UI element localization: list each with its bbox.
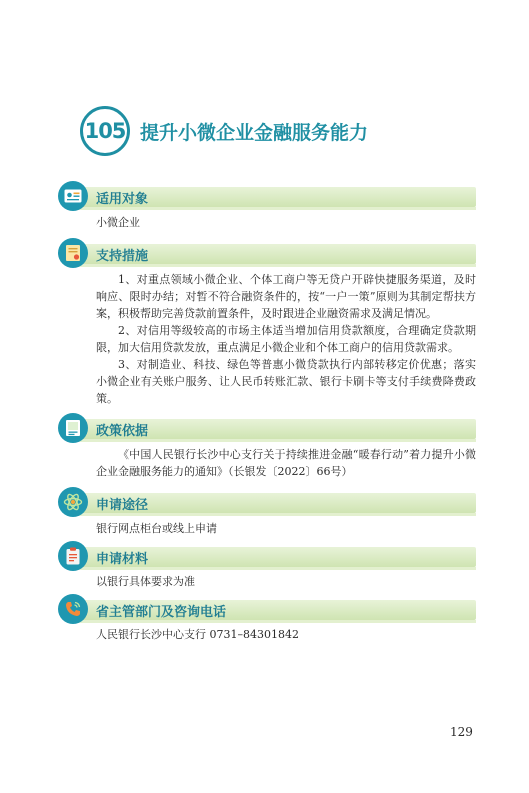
page-number: 129 — [450, 725, 473, 739]
id-card-icon — [58, 181, 88, 211]
atom-icon — [58, 487, 88, 517]
section-title: 省主管部门及咨询电话 — [96, 605, 227, 620]
clipboard-icon — [58, 541, 88, 571]
section-policy-header — [58, 413, 476, 443]
section-materials-header — [58, 541, 476, 571]
section-channel-header — [58, 487, 476, 517]
page-heading — [80, 106, 368, 156]
section-contact-header — [58, 594, 476, 624]
channel-text: 银行网点柜台或线上申请 — [96, 522, 217, 535]
section-title: 适用对象 — [96, 192, 149, 207]
page-title: 提升小微企业金融服务能力 — [140, 121, 369, 144]
item-number-badge: 105 — [80, 106, 130, 156]
section-target-header — [58, 181, 476, 211]
section-title: 申请材料 — [96, 552, 149, 567]
phone-icon — [58, 594, 88, 624]
section-title: 支持措施 — [96, 249, 149, 264]
certificate-icon — [58, 238, 88, 268]
section-measures-header — [58, 238, 476, 268]
measure-paragraph: 1、对重点领域小微企业、个体工商户等无贷户开辟快捷服务渠道，及时响应、限时办结；对暂不符合融资条件的，按“一户一策”原则为其制定帮扶方案，积极帮助完善贷款前置条件，及时跟进企业融资需求及满足情况。 — [96, 273, 476, 320]
contact-text: 人民银行长沙中心支行 0731–84301842 — [96, 628, 299, 641]
section-title: 申请途径 — [96, 498, 149, 513]
materials-text: 以银行具体要求为准 — [96, 575, 195, 588]
section-title: 政策依据 — [96, 424, 149, 439]
measure-paragraph: 2、对信用等级较高的市场主体适当增加信用贷款额度，合理确定贷款期限，加大信用贷款发放，重点满足小微企业和个体工商户的信用贷款需求。 — [96, 324, 476, 354]
policy-text: 《中国人民银行长沙中心支行关于持续推进金融“暖春行动”着力提升小微企业金融服务能力的通知》（长银发〔2022〕66号） — [96, 448, 476, 478]
document-icon — [58, 413, 88, 443]
measure-paragraph: 3、对制造业、科技、绿色等普惠小微贷款执行内部转移定价优惠；落实小微企业有关账户服务、让人民币转账汇款、银行卡刷卡等支付手续费降费政策。 — [96, 358, 476, 405]
target-text: 小微企业 — [96, 216, 140, 229]
